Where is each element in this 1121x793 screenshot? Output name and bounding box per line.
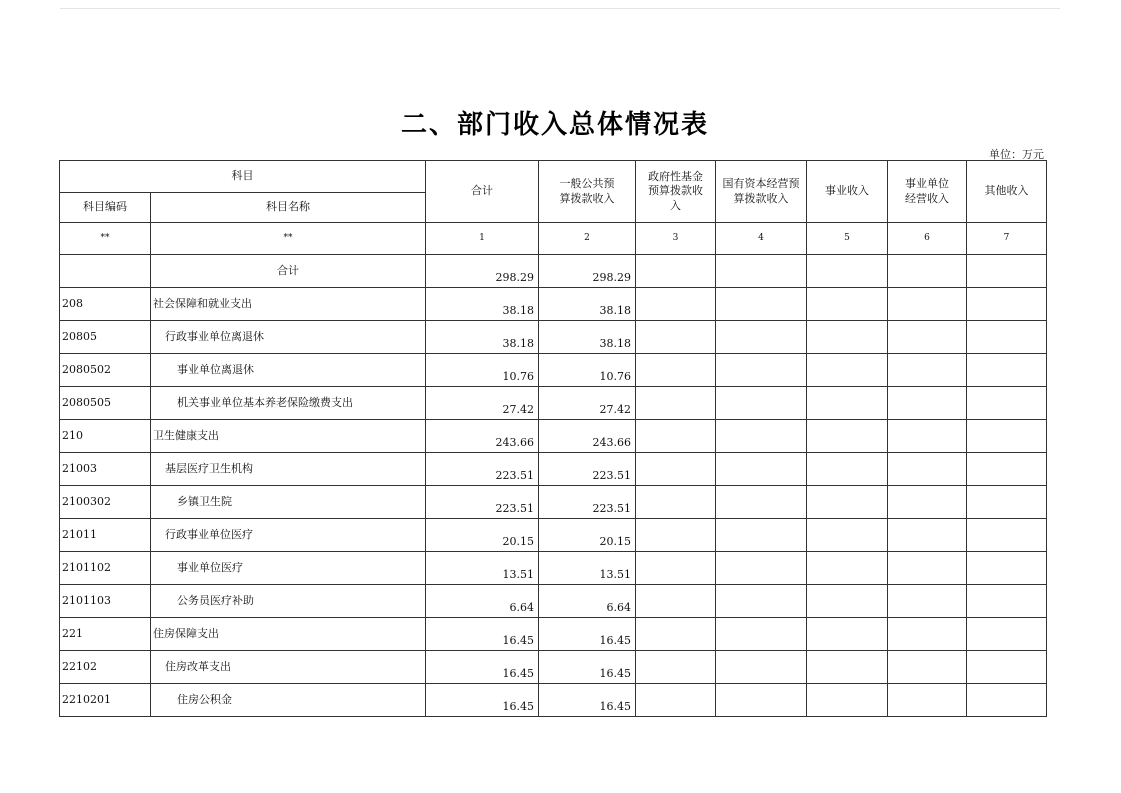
empty-cell	[716, 321, 807, 354]
unit-label: 单位：万元	[989, 148, 1044, 161]
total-total-cell: 298.29	[426, 255, 539, 288]
empty-cell	[636, 651, 716, 684]
empty-cell	[888, 651, 967, 684]
table-row	[60, 453, 1047, 486]
index-cell: 6	[888, 223, 967, 255]
empty-cell	[888, 387, 967, 420]
subject-name-cell: 事业单位医疗	[151, 552, 426, 585]
empty-cell	[636, 519, 716, 552]
header-operating-income: 事业单位经营收入	[888, 161, 967, 223]
general-budget-cell: 6.64	[539, 585, 636, 618]
subject-code-cell: 2101102	[60, 552, 151, 585]
empty-cell	[636, 354, 716, 387]
table-row	[60, 288, 1047, 321]
empty-cell	[888, 288, 967, 321]
empty-cell	[636, 387, 716, 420]
subject-name-cell: 公务员医疗补助	[151, 585, 426, 618]
total-cell: 16.45	[426, 618, 539, 651]
empty-cell	[636, 486, 716, 519]
empty-cell	[807, 420, 888, 453]
empty-cell	[716, 387, 807, 420]
total-row	[60, 255, 1047, 288]
table-row	[60, 651, 1047, 684]
empty-cell	[967, 420, 1047, 453]
empty-cell	[636, 255, 716, 288]
empty-cell	[807, 684, 888, 717]
total-cell: 16.45	[426, 651, 539, 684]
general-budget-cell: 223.51	[539, 453, 636, 486]
total-cell: 20.15	[426, 519, 539, 552]
total-code-cell	[60, 255, 151, 288]
subject-code-cell: 221	[60, 618, 151, 651]
general-budget-cell: 13.51	[539, 552, 636, 585]
empty-cell	[967, 486, 1047, 519]
empty-cell	[967, 651, 1047, 684]
subject-code-cell: 2080502	[60, 354, 151, 387]
empty-cell	[807, 387, 888, 420]
empty-cell	[716, 420, 807, 453]
total-cell: 27.42	[426, 387, 539, 420]
subject-code-cell: 208	[60, 288, 151, 321]
total-cell: 16.45	[426, 684, 539, 717]
empty-cell	[888, 486, 967, 519]
empty-cell	[636, 420, 716, 453]
empty-cell	[716, 519, 807, 552]
subject-name-cell: 社会保障和就业支出	[151, 288, 426, 321]
general-budget-cell: 20.15	[539, 519, 636, 552]
empty-cell	[967, 618, 1047, 651]
empty-cell	[967, 453, 1047, 486]
table-row	[60, 684, 1047, 717]
empty-cell	[807, 288, 888, 321]
general-budget-cell: 38.18	[539, 321, 636, 354]
header-state-capital: 国有资本经营预算拨款收入	[716, 161, 807, 223]
empty-cell	[807, 354, 888, 387]
subject-name-cell: 行政事业单位医疗	[151, 519, 426, 552]
empty-cell	[716, 354, 807, 387]
subject-code-cell: 21011	[60, 519, 151, 552]
index-cell: 3	[636, 223, 716, 255]
subject-code-cell: 2080505	[60, 387, 151, 420]
page-title: 二、部门收入总体情况表	[400, 110, 709, 140]
empty-cell	[716, 684, 807, 717]
general-budget-cell: 10.76	[539, 354, 636, 387]
empty-cell	[807, 519, 888, 552]
empty-cell	[716, 453, 807, 486]
empty-cell	[636, 618, 716, 651]
empty-cell	[716, 486, 807, 519]
subject-name-cell: 事业单位离退休	[151, 354, 426, 387]
table-row	[60, 618, 1047, 651]
index-cell: 1	[426, 223, 539, 255]
empty-cell	[888, 255, 967, 288]
empty-cell	[967, 585, 1047, 618]
table-row	[60, 420, 1047, 453]
empty-cell	[636, 684, 716, 717]
empty-cell	[888, 552, 967, 585]
table-row	[60, 486, 1047, 519]
index-cell: 2	[539, 223, 636, 255]
empty-cell	[807, 321, 888, 354]
empty-cell	[716, 585, 807, 618]
empty-cell	[636, 552, 716, 585]
empty-cell	[888, 618, 967, 651]
empty-cell	[716, 618, 807, 651]
empty-cell	[716, 255, 807, 288]
empty-cell	[967, 387, 1047, 420]
subject-code-cell: 20805	[60, 321, 151, 354]
table-row	[60, 387, 1047, 420]
empty-cell	[716, 288, 807, 321]
empty-cell	[888, 453, 967, 486]
header-general-budget: 一般公共预算拨款收入	[539, 161, 636, 223]
subject-name-cell: 乡镇卫生院	[151, 486, 426, 519]
subject-code-cell: 2101103	[60, 585, 151, 618]
page-top-rule	[60, 8, 1060, 9]
general-budget-cell: 243.66	[539, 420, 636, 453]
empty-cell	[807, 585, 888, 618]
empty-cell	[967, 321, 1047, 354]
subject-code-cell: 2100302	[60, 486, 151, 519]
header-business-income: 事业收入	[807, 161, 888, 223]
empty-cell	[888, 321, 967, 354]
empty-cell	[807, 552, 888, 585]
subject-code-cell: 21003	[60, 453, 151, 486]
header-other-income: 其他收入	[967, 161, 1047, 223]
subject-name-cell: 住房改革支出	[151, 651, 426, 684]
total-cell: 223.51	[426, 453, 539, 486]
empty-cell	[888, 354, 967, 387]
empty-cell	[967, 288, 1047, 321]
empty-cell	[967, 684, 1047, 717]
total-cell: 10.76	[426, 354, 539, 387]
total-cell: 38.18	[426, 321, 539, 354]
empty-cell	[807, 453, 888, 486]
empty-cell	[967, 552, 1047, 585]
index-cell: **	[151, 223, 426, 255]
empty-cell	[636, 288, 716, 321]
subject-name-cell: 机关事业单位基本养老保险缴费支出	[151, 387, 426, 420]
empty-cell	[967, 255, 1047, 288]
subject-name-cell: 行政事业单位离退休	[151, 321, 426, 354]
empty-cell	[716, 651, 807, 684]
general-budget-cell: 223.51	[539, 486, 636, 519]
index-cell: 5	[807, 223, 888, 255]
general-budget-cell: 38.18	[539, 288, 636, 321]
total-name-cell: 合计	[151, 255, 426, 288]
subject-name-cell: 基层医疗卫生机构	[151, 453, 426, 486]
table-row	[60, 552, 1047, 585]
index-cell: 4	[716, 223, 807, 255]
table-row	[60, 585, 1047, 618]
general-budget-cell: 16.45	[539, 684, 636, 717]
header-subject-code: 科目编码	[60, 193, 151, 223]
header-gov-fund: 政府性基金预算拨款收入	[636, 161, 716, 223]
total-cell: 38.18	[426, 288, 539, 321]
general-budget-cell: 16.45	[539, 651, 636, 684]
header-total: 合计	[426, 161, 539, 223]
table-row	[60, 321, 1047, 354]
empty-cell	[888, 684, 967, 717]
empty-cell	[967, 354, 1047, 387]
empty-cell	[807, 486, 888, 519]
subject-name-cell: 住房公积金	[151, 684, 426, 717]
empty-cell	[636, 585, 716, 618]
header-subject: 科目	[60, 161, 426, 193]
index-cell: 7	[967, 223, 1047, 255]
empty-cell	[807, 651, 888, 684]
total-cell: 6.64	[426, 585, 539, 618]
table-row	[60, 354, 1047, 387]
subject-code-cell: 2210201	[60, 684, 151, 717]
index-cell: **	[60, 223, 151, 255]
table-row	[60, 519, 1047, 552]
total-cell: 243.66	[426, 420, 539, 453]
general-budget-cell: 16.45	[539, 618, 636, 651]
empty-cell	[888, 420, 967, 453]
empty-cell	[636, 321, 716, 354]
total-cell: 223.51	[426, 486, 539, 519]
empty-cell	[888, 585, 967, 618]
empty-cell	[716, 552, 807, 585]
subject-code-cell: 22102	[60, 651, 151, 684]
empty-cell	[888, 519, 967, 552]
general-budget-cell: 27.42	[539, 387, 636, 420]
header-subject-name: 科目名称	[151, 193, 426, 223]
empty-cell	[807, 255, 888, 288]
total-general-cell: 298.29	[539, 255, 636, 288]
subject-code-cell: 210	[60, 420, 151, 453]
subject-name-cell: 卫生健康支出	[151, 420, 426, 453]
empty-cell	[967, 519, 1047, 552]
income-summary-table	[59, 160, 1047, 717]
index-row	[60, 223, 1047, 255]
subject-name-cell: 住房保障支出	[151, 618, 426, 651]
total-cell: 13.51	[426, 552, 539, 585]
empty-cell	[807, 618, 888, 651]
empty-cell	[636, 453, 716, 486]
